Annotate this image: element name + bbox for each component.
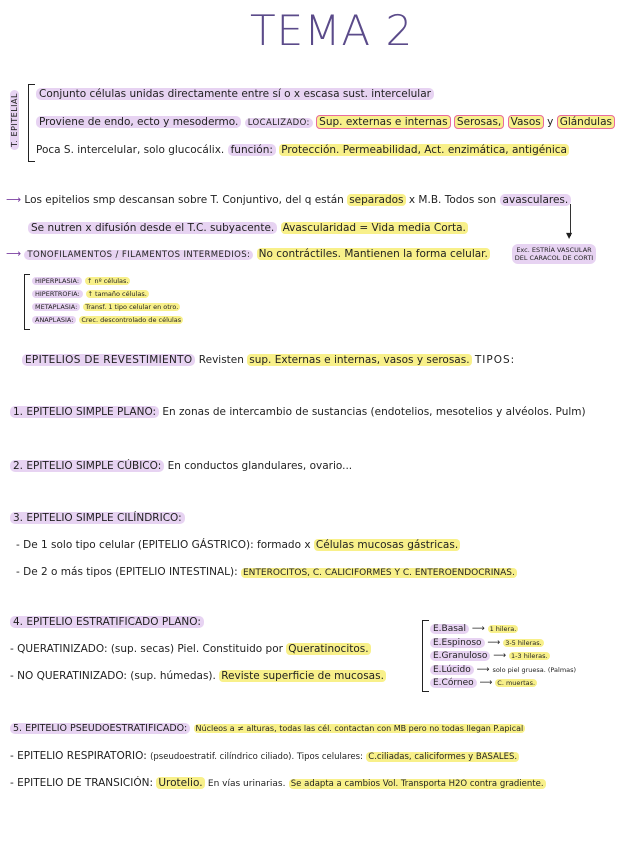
arrow-down-icon: ▼ [566, 231, 573, 240]
mini-item: HIPERTROFIA: ↑ tamaño células. [32, 289, 183, 302]
section-5-heading: 5. EPITELIO PSEUDOESTRATIFICADO: Núcleos a ≠ alturas, todas las cél. contactan con MB pero no todas llegan P.apical [10, 722, 525, 735]
side-label: T. EPITELIAL [10, 90, 19, 150]
strata-list [430, 624, 576, 692]
section-3-heading: 3. EPITELIO SIMPLE CILÍNDRICO: [10, 512, 185, 525]
mini-bracket [24, 274, 30, 330]
mini-list [32, 276, 183, 328]
arrow-right-icon: ⟶ [6, 248, 22, 260]
strata-bracket [422, 620, 429, 692]
section-2: 2. EPITELIO SIMPLE CÚBICO: En conductos glandulares, ovario... [10, 460, 352, 473]
arrow-right-icon: ⟶ [476, 664, 490, 675]
stratum-item: E.Espinoso ⟶ 3-5 hileras. [430, 638, 576, 652]
section-3-line-2: - De 2 o más tipos (EPITELIO INTESTINAL): ENTEROCITOS, C. CALICIFORMES Y C. ENTEROENDOCRINAS. [16, 566, 515, 578]
revestimiento-heading: EPITELIOS DE REVESTIMIENTO Revisten sup. Externas e internas, vasos y serosas. TIPOS: [22, 354, 515, 367]
mini-item: METAPLASIA: Transf. 1 tipo celular en otro. [32, 302, 183, 315]
note-1: ⟶ Los epitelios smp descansan sobre T. Conjuntivo, del q están separados x M.B. Todos son avasculares. [6, 194, 571, 207]
note-2: Se nutren x difusión desde el T.C. subyacente. Avascularidad = Vida media Corta. [28, 222, 468, 235]
section-4-heading: 4. EPITELIO ESTRATIFICADO PLANO: [10, 616, 204, 629]
stratum-item: E.Granuloso ⟶ 1-3 hileras. [430, 651, 576, 665]
arrow-right-icon: ⟶ [471, 624, 485, 634]
section-3-line-1: - De 1 solo tipo celular (EPITELIO GÁSTRICO): formado x Células mucosas gástricas. [16, 539, 459, 551]
epitelial-line-3: Poca S. intercelular, solo glucocálix. función: Protección. Permeabilidad, Act. enzimática, antigénica [36, 144, 567, 156]
exception-note: Exc. ESTRÍA VASCULAR DEL CARACOL DE CORTI [512, 244, 596, 264]
arrow-right-icon: ⟶ [493, 651, 507, 661]
stratum-item: E.Basal ⟶ 1 hilera. [430, 624, 576, 638]
epitelial-line-2: Proviene de endo, ecto y mesodermo. LOCALIZADO: Sup. externas e internas Serosas, Vasos y Glándulas [36, 116, 615, 130]
section-5-line-2: - EPITELIO DE TRANSICIÓN: Urotelio. En vías urinarias. Se adapta a cambios Vol. Transporta H2O contra gradiente. [10, 777, 544, 789]
left-bracket [28, 84, 35, 162]
stratum-item: E.Córneo ⟶ C. muertas. [430, 678, 576, 692]
section-5-line-1: - EPITELIO RESPIRATORIO: (pseudoestratif. cilíndrico ciliado). Tipos celulares: C.ciliadas, caliciformes y BASALES. [10, 750, 518, 762]
note-3: ⟶ TONOFILAMENTOS / FILAMENTOS INTERMEDIOS: No contráctiles. Mantienen la forma celular. [6, 248, 488, 260]
mini-item: ANAPLASIA: Crec. descontrolado de células [32, 315, 183, 328]
page-title: TEMA 2 [250, 6, 414, 55]
arrow-right-icon: ⟶ [6, 194, 22, 206]
arrow-right-icon: ⟶ [487, 637, 501, 648]
section-4-line-2: - NO QUERATINIZADO: (sup. húmedas). Reviste superficie de mucosas. [10, 670, 384, 682]
epitelial-line-1: Conjunto células unidas directamente entre sí o x escasa sust. intercelular [36, 88, 434, 101]
mini-item: HIPERPLASIA: ↑ nº células. [32, 276, 183, 289]
section-4-line-1: - QUERATINIZADO: (sup. secas) Piel. Constituido por Queratinocitos. [10, 643, 369, 655]
arrow-right-icon: ⟶ [479, 678, 493, 688]
section-1: 1. EPITELIO SIMPLE PLANO: En zonas de intercambio de sustancias (endotelios, mesotelios y alvéolos. Pulm) [10, 406, 586, 419]
stratum-item: E.Lúcido ⟶ solo piel gruesa. (Palmas) [430, 665, 576, 679]
